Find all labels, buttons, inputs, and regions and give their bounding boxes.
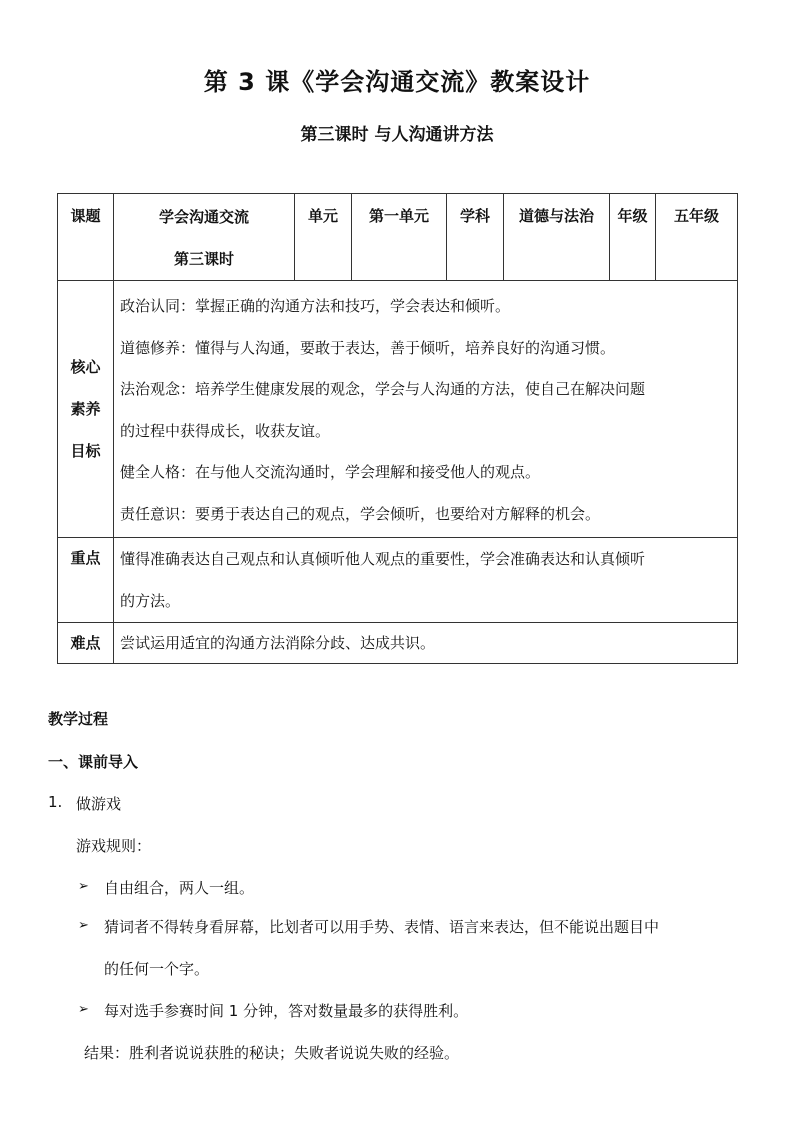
item-1-number: 1. [48,793,63,811]
core-content-cell [114,281,738,538]
core-label-line3: 目标 [70,442,101,460]
core-label-cell [58,281,114,538]
arrow-bullet-icon: ➢ [78,918,89,933]
core-label-line1: 核心 [70,358,101,376]
grade-label-cell [610,194,656,281]
table-row-key-points [58,538,738,623]
grade-label: 年级 [617,207,648,225]
difficult-text: 尝试运用适宜的沟通方法消除分歧、达成共识。 [120,634,436,652]
core-line-moral: 道德修养：懂得与人沟通，要敢于表达，善于倾听，培养良好的沟通习惯。 [120,338,616,357]
key-label-cell [58,538,114,623]
grade-value: 五年级 [673,207,719,225]
core-line-political: 政治认同：掌握正确的沟通方法和技巧，学会表达和倾听。 [120,297,511,315]
rule-bullet-2: 猜词者不得转身看屏幕，比划者可以用手势、表情、语言来表达，但不能说出题目中 [104,918,660,936]
document-subtitle: 第三课时 与人沟通讲方法 [300,125,494,145]
item-1-title: 做游戏 [76,795,122,813]
topic-value-line1: 学会沟通交流 [158,208,249,226]
arrow-bullet-icon: ➢ [78,879,89,894]
table-row-difficult-points [58,623,738,664]
topic-value-cell [114,194,295,281]
arrow-bullet-icon: ➢ [78,1002,89,1017]
section-intro-heading: 一、课前导入 [48,753,139,771]
core-line-personality: 健全人格：在与他人交流沟通时，学会理解和接受他人的观点。 [120,463,541,481]
core-label-line2: 素养 [70,400,101,418]
core-line-responsibility: 责任意识：要勇于表达自己的观点，学会倾听，也要给对方解释的机会。 [120,504,601,523]
game-result: 结果：胜利者说说获胜的秘诀；失败者说说失败的经验。 [84,1044,460,1062]
table-row-core-literacy [58,281,738,538]
subject-value-cell [504,194,610,281]
subject-label-cell [447,194,504,281]
unit-label: 单元 [307,207,338,225]
difficult-label-cell [58,623,114,664]
unit-label-cell [295,194,352,281]
rule-bullet-3: 每对选手参赛时间 1 分钟，答对数量最多的获得胜利。 [104,1002,469,1020]
topic-label: 课题 [70,207,101,225]
rules-label: 游戏规则： [76,837,152,855]
subject-label: 学科 [459,207,490,225]
key-label: 重点 [70,549,101,567]
unit-value-cell [352,194,447,281]
key-line-1: 懂得准确表达自己观点和认真倾听他人观点的重要性，学会准确表达和认真倾听 [120,550,646,568]
rule-bullet-2-cont: 的任何一个字。 [104,960,210,978]
key-content-cell [114,538,738,623]
core-line-law-cont: 的过程中获得成长，收获友谊。 [120,421,331,440]
topic-label-cell [58,194,114,281]
table-row-basic-info [58,194,738,281]
unit-value: 第一单元 [368,207,429,225]
key-line-2: 的方法。 [120,591,181,610]
difficult-label: 难点 [70,634,101,652]
difficult-content-cell [114,623,738,664]
subject-value: 道德与法治 [518,207,594,225]
grade-value-cell [656,194,738,281]
rule-bullet-1: 自由组合，两人一组。 [104,879,255,897]
document-title: 第 3 课《学会沟通交流》教案设计 [203,68,591,96]
core-line-law: 法治观念：培养学生健康发展的观念，学会与人沟通的方法，使自己在解决问题 [120,380,646,398]
process-heading: 教学过程 [48,710,109,728]
topic-value-line2: 第三课时 [173,250,234,268]
lesson-info-table [57,193,738,664]
